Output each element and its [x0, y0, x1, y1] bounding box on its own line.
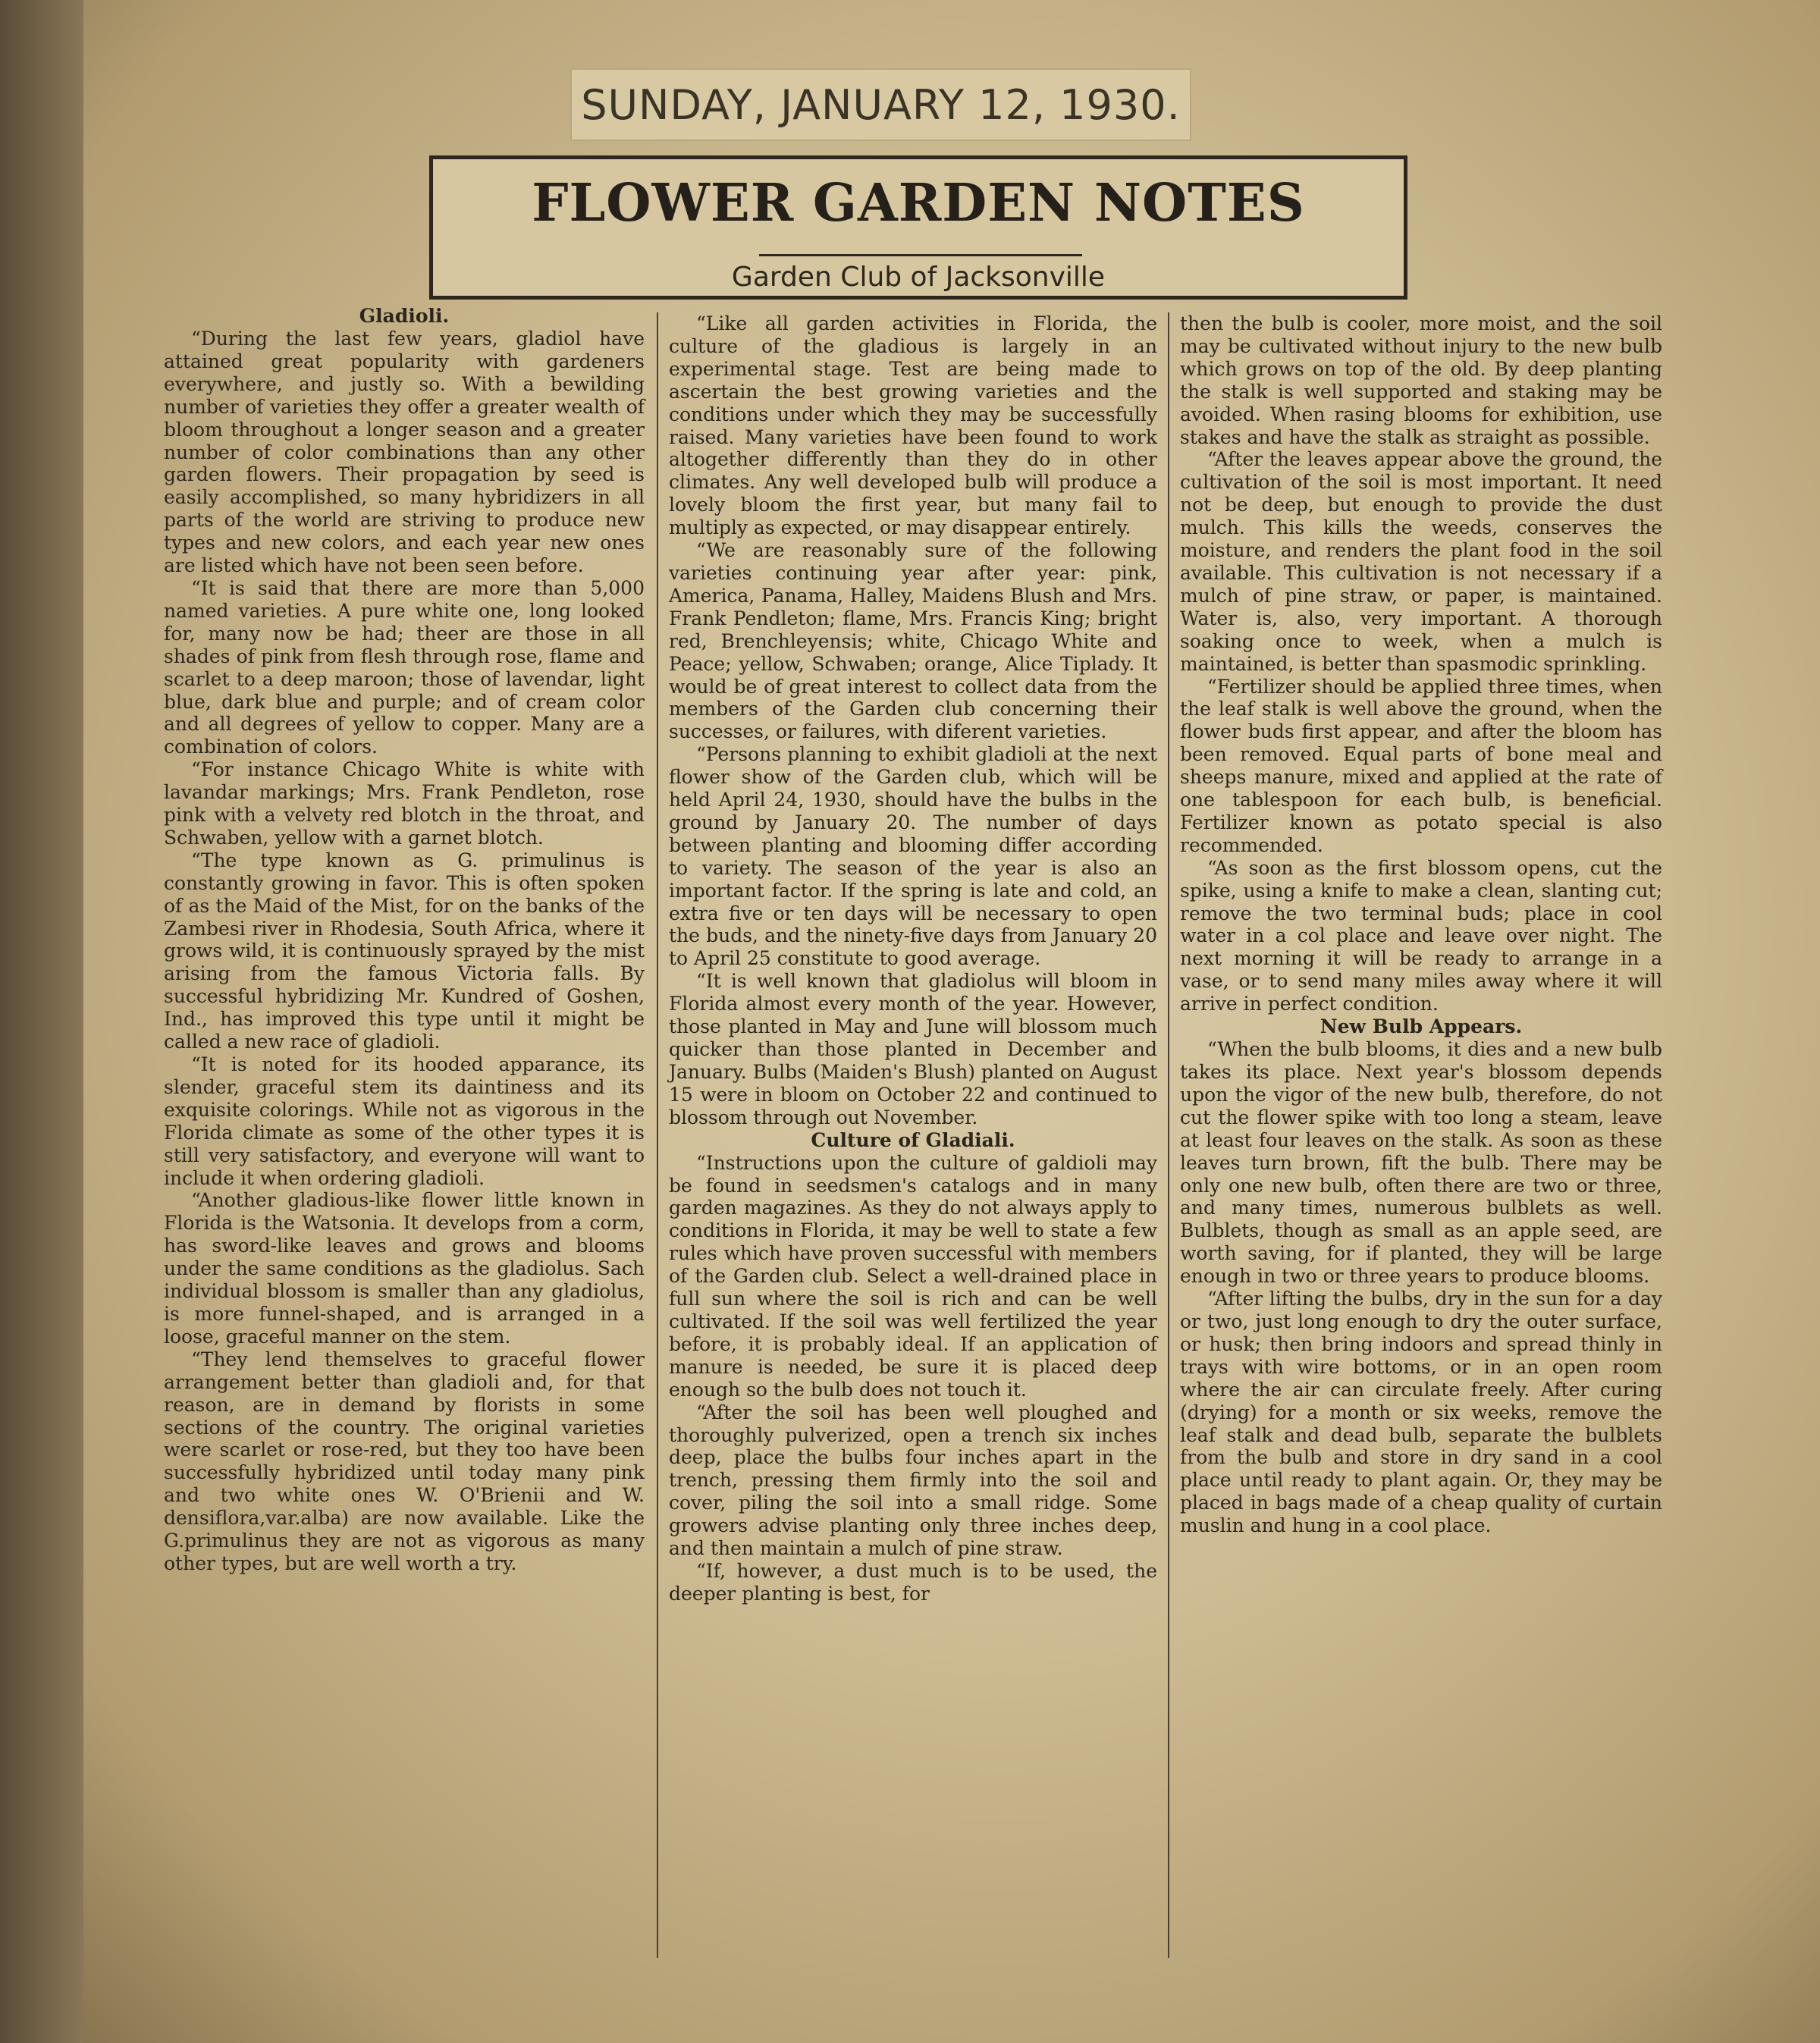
column-3 — [1174, 312, 1668, 1913]
column-1-heading: Gladioli. — [359, 305, 450, 327]
masthead — [429, 155, 1407, 300]
article-byline: Garden Club of Jacksonville — [731, 262, 1106, 293]
column-2-paragraph: “Instructions upon the culture of galdioli may be found in seedsmen's catalogs and in many garden magazines. As they do not always apply to conditions in Florida, it may be well to state a few rules which have proven successful with members of the Garden club. Select a well-drained place in full sun where the soil is rich and can be well cultivated. If the soil was well fertilized the year before, it is probably ideal. If an application of manure is needed, be sure it is placed deep enough so the bulb does not touch it. — [669, 1151, 1157, 1401]
column-3-heading: New Bulb Appears. — [1320, 1015, 1523, 1038]
column-2-paragraph: “After the soil has been well ploughed and thoroughly pulverized, open a trench six inches deep, place the bulbs four inches apart in the trench, pressing them firmly into the soil and cover, piling the soil into a small ridge. Some growers advise planting only three inches deep, and then maintain a mulch of pine straw. — [669, 1401, 1157, 1560]
column-2-paragraph: “It is well known that gladiolus will bloom in Florida almost every month of the year. However, those planted in May and June will blossom much quicker than those planted in December and January. Bulbs (Maiden's Blush) planted on August 15 were in bloom on October 22 and continued to blossom through out November. — [669, 970, 1157, 1128]
column-1-paragraph: “They lend themselves to graceful flower arrangement better than gladioli and, for that reason, are in demand by florists in some sections of the country. The original varieties were scarlet or rose-red, but they too have been successfully hybridized until today many pink and two white ones W. O'Brienii and W. densiflora,var.alba) are now available. Like the G.primulinus they are not as vigorous as many other types, but are well worth a try. — [164, 1348, 645, 1574]
column-2 — [663, 312, 1163, 1962]
date-line: SUNDAY, JANUARY 12, 1930. — [581, 80, 1181, 129]
column-divider — [1168, 312, 1169, 1958]
column-1-paragraph: “For instance Chicago White is white with lavandar markings; Mrs. Frank Pendleton, rose pink with a velvety red blotch in the throat, and Schwaben, yellow with a garnet blotch. — [164, 758, 645, 849]
column-2-paragraph: “Like all garden activities in Florida, the culture of the gladious is largely in an experimental stage. Test are being made to ascertain the best growing varieties and the conditions under which they may be successfully raised. Many varieties have been found to work altogether differently than they do in other climates. Any well developed bulb will produce a lovely bloom the first year, but many fail to multiply as expected, or may disappear entirely. — [669, 312, 1157, 539]
column-2-heading: Culture of Gladiali. — [811, 1128, 1015, 1151]
column-1-paragraph: “Another gladious-like flower little known in Florida is the Watsonia. It develops from a corm, has sword-like leaves and grows and blooms under the same conditions as the gladiolus. Sach individual blossom is smaller than any gladiolus, is more funnel-shaped, and is arranged in a loose, graceful manner on the stem. — [164, 1189, 645, 1348]
column-2-paragraph: “If, however, a dust much is to be used, the deeper planting is best, for — [669, 1559, 1157, 1605]
column-2-paragraph: “Persons planning to exhibit gladioli at the next flower show of the Garden club, which will be held April 24, 1930, should have the bulbs in the ground by January 20. The number of days between planting and blooming differ according to variety. The season of the year is also an important factor. If the spring is late and cold, an extra five or ten days will be necessary to open the buds, and the ninety-five days from January 20 to April 25 constitute to good average. — [669, 743, 1157, 970]
column-1-paragraph: “During the last few years, gladiol have attained great popularity with gardeners everywhere, and justly so. With a bewilding number of varieties they offer a greater wealth of bloom throughout a longer season and a greater number of color combinations than any other garden flowers. Their propagation by seed is easily accomplished, so many hybridizers in all parts of the world are striving to produce new types and new colors, and each year new ones are listed which have not been seen before. — [164, 328, 645, 577]
article-title: FLOWER GARDEN NOTES — [532, 173, 1305, 234]
column-1-paragraph: “It is said that there are more than 5,000 named varieties. A pure white one, long looked for, many now be had; theer are those in all shades of pink from flesh through rose, flame and scarlet to a deep maroon; those of lavendar, light blue, dark blue and purple; and of cream color and all degrees of yellow to copper. Many are a combination of colors. — [164, 576, 645, 758]
column-3-paragraph: then the bulb is cooler, more moist, and the soil may be cultivated without injury to the new bulb which grows on top of the old. By deep planting the stalk is well supported and staking may be avoided. When rasing blooms for exhibition, use stakes and have the stalk as straight as possible. — [1180, 312, 1662, 448]
column-1 — [158, 305, 651, 1962]
column-3-paragraph: “After the leaves appear above the ground, the cultivation of the soil is most important. It need not be deep, but enough to provide the dust mulch. This kills the weeds, conserves the moisture, and renders the plant food in the soil available. This cultivation is not necessary if a mulch of pine straw, or paper, is maintained. Water is, also, very important. A thorough soaking once to week, when a mulch is maintained, is better than spasmodic sprinkling. — [1180, 448, 1662, 675]
column-3-paragraph: “After lifting the bulbs, dry in the sun for a day or two, just long enough to dry the outer surface, or husk; then bring indoors and spread thinly in trays with wire bottoms, or in an open room where the air can circulate freely. After curing (drying) for a month or six weeks, remove the leaf stalk and dead bulb, separate the bulblets from the bulb and store in dry sand in a cool place until ready to plant again. Or, they may be placed in bags made of a cheap quality of curtain muslin and hung in a cool place. — [1180, 1288, 1662, 1537]
column-divider — [657, 312, 658, 1958]
column-3-paragraph: “Fertilizer should be applied three times, when the leaf stalk is well above the ground, when the flower buds first appear, and after the bloom has been removed. Equal parts of bone meal and sheeps manure, mixed and applied at the rate of one tablespoon for each bulb, is beneficial. Fertilizer known as potato special is also recommended. — [1180, 675, 1662, 856]
column-2-paragraph: “We are reasonably sure of the following varieties continuing year after year: pink, America, Panama, Halley, Maidens Blush and Mrs. Frank Pendleton; flame, Mrs. Francis King; bright red, Brenchleyensis; white, Chicago White and Peace; yellow, Schwaben; orange, Alice Tiplady. It would be of great interest to collect data from the members of the Garden club concerning their successes, or failures, with diferent varieties. — [669, 539, 1157, 743]
masthead-rule — [759, 254, 1082, 256]
column-3-paragraph: “As soon as the first blossom opens, cut the spike, using a knife to make a clean, slanting cut; remove the two terminal buds; place in cool water in a col place and leave over night. The next morning it will be ready to arrange in a vase, or to send many miles away where it will arrive in perfect condition. — [1180, 856, 1662, 1015]
date-strip — [570, 68, 1191, 141]
column-3-paragraph: “When the bulb blooms, it dies and a new bulb takes its place. Next year's blossom depends upon the vigor of the new bulb, therefore, do not cut the flower spike with too long a steam, leave at least four leaves on the stalk. As soon as these leaves turn brown, fift the bulb. There may be only one new bulb, often there are two or three, and many times, numerous bulblets as well. Bulblets, though as small as an apple seed, are worth saving, for if planted, they will be large enough in two or three years to produce blooms. — [1180, 1038, 1662, 1288]
scrapbook-edge — [0, 0, 83, 2043]
column-1-paragraph: “The type known as G. primulinus is constantly growing in favor. This is often spoken of as the Maid of the Mist, for on the banks of the Zambesi river in Rhodesia, South Africa, where it grows wild, it is continuously sprayed by the mist arising from the famous Victoria falls. By successful hybridizing Mr. Kundred of Goshen, Ind., has improved this type until it might be called a new race of gladioli. — [164, 849, 645, 1053]
column-1-paragraph: “It is noted for its hooded apparance, its slender, graceful stem its daintiness and its exquisite colorings. While not as vigorous in the Florida climate as some of the other types it is still very satisfactory, and everyone will want to include it when ordering gladioli. — [164, 1053, 645, 1189]
